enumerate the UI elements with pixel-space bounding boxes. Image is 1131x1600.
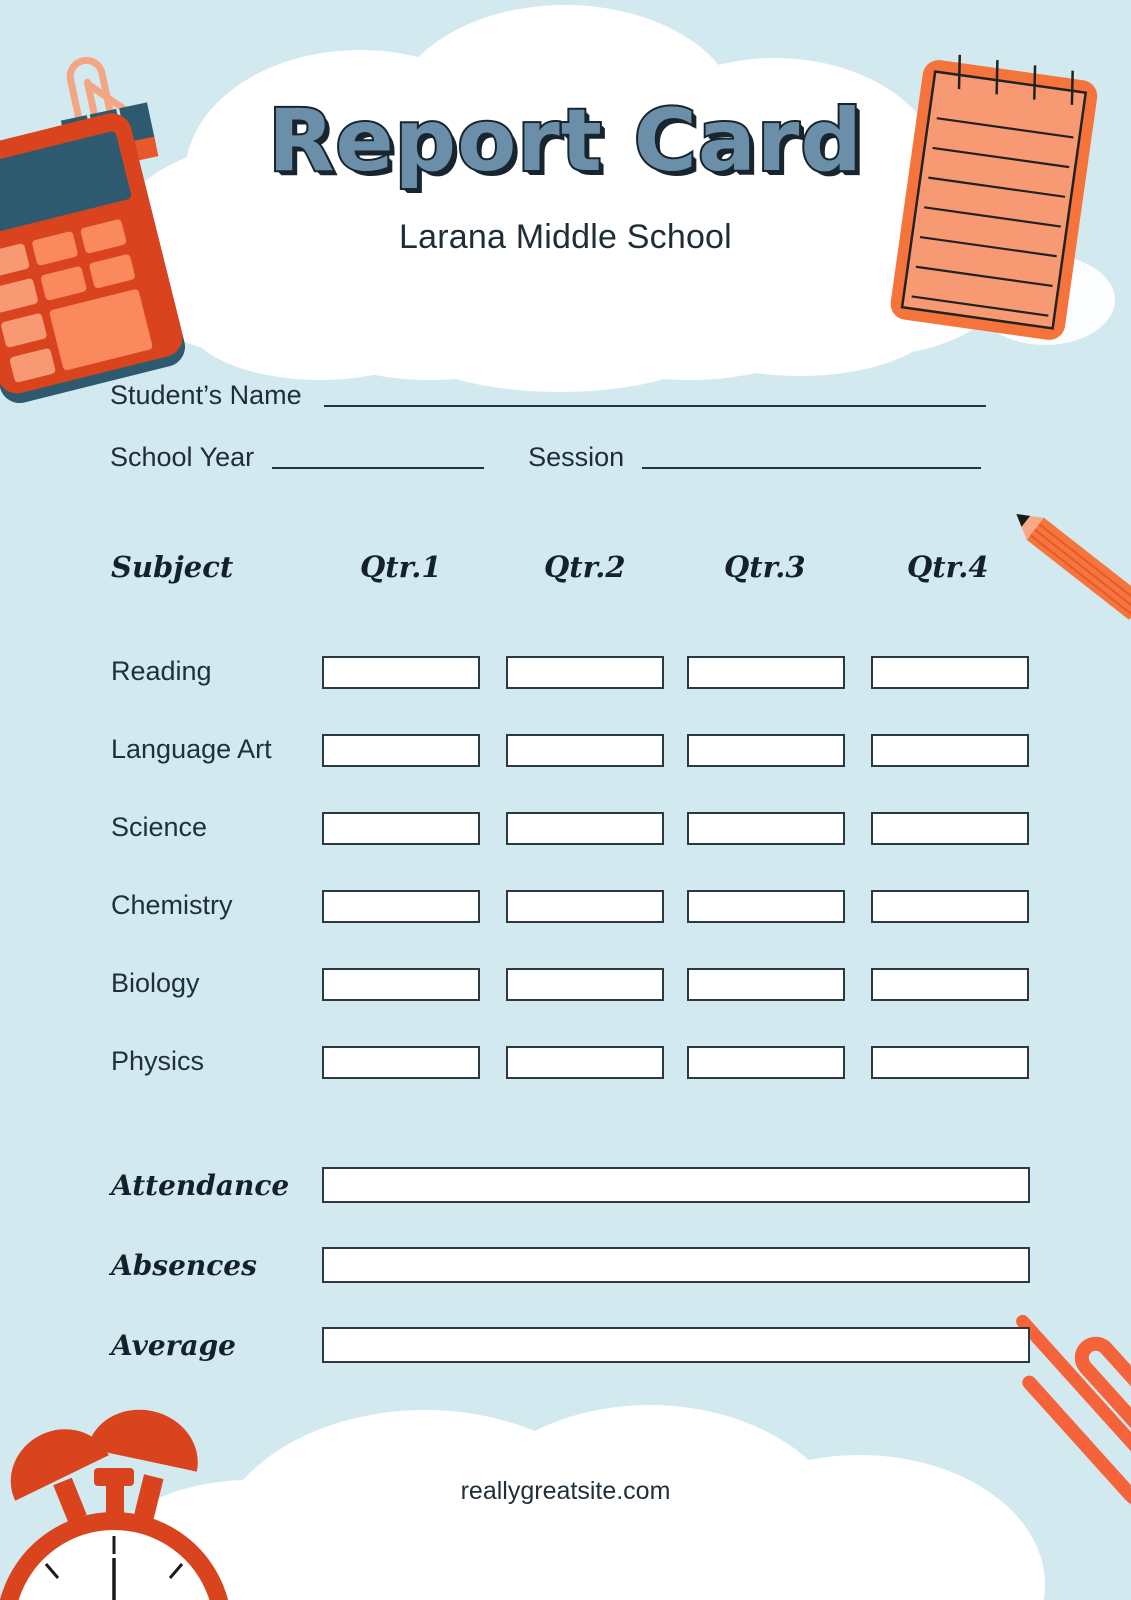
absences-label: Absences: [111, 1249, 257, 1282]
subject-label: Physics: [111, 1046, 205, 1076]
subject-label: Biology: [111, 968, 200, 998]
absences-input[interactable]: [322, 1247, 1030, 1283]
grade-input-physics-q4[interactable]: [871, 1046, 1029, 1079]
header-qtr-3: Qtr.3: [724, 550, 806, 584]
grade-input-reading-q3[interactable]: [687, 656, 845, 689]
grade-input-biology-q2[interactable]: [506, 968, 664, 1001]
grade-input-physics-q2[interactable]: [506, 1046, 664, 1079]
grade-input-biology-q1[interactable]: [322, 968, 480, 1001]
subject-label: Language Art: [111, 734, 272, 764]
grade-input-science-q3[interactable]: [687, 812, 845, 845]
grade-input-biology-q4[interactable]: [871, 968, 1029, 1001]
summary-section: [0, 1163, 1131, 1403]
header-qtr-4: Qtr.4: [907, 550, 989, 584]
subject-label: Reading: [111, 656, 212, 686]
footer-url: reallygreatsite.com: [460, 1477, 671, 1505]
grade-input-biology-q3[interactable]: [687, 968, 845, 1001]
subject-label: Science: [111, 812, 208, 842]
grade-input-science-q1[interactable]: [322, 812, 480, 845]
attendance-input[interactable]: [322, 1167, 1030, 1203]
table-row: [0, 806, 1131, 884]
grade-input-language-art-q4[interactable]: [871, 734, 1029, 767]
average-label: Average: [111, 1329, 236, 1362]
school-name: Larana Middle School: [399, 218, 732, 256]
grade-input-chemistry-q1[interactable]: [322, 890, 480, 923]
session-label: Session: [528, 442, 625, 472]
grade-input-language-art-q3[interactable]: [687, 734, 845, 767]
grade-input-chemistry-q3[interactable]: [687, 890, 845, 923]
grade-input-physics-q3[interactable]: [687, 1046, 845, 1079]
school-year-label: School Year: [110, 442, 255, 472]
session-input[interactable]: [642, 466, 981, 469]
average-input[interactable]: [322, 1327, 1030, 1363]
school-year-input[interactable]: [272, 466, 484, 469]
summary-row-average: [0, 1323, 1131, 1403]
grade-input-reading-q4[interactable]: [871, 656, 1029, 689]
student-name-label: Student’s Name: [110, 380, 302, 410]
grade-input-chemistry-q4[interactable]: [871, 890, 1029, 923]
subject-label: Chemistry: [111, 890, 233, 920]
table-row: [0, 728, 1131, 806]
attendance-label: Attendance: [111, 1169, 290, 1202]
student-name-row: [110, 380, 986, 411]
table-row: [0, 650, 1131, 728]
summary-row-attendance: [0, 1163, 1131, 1243]
grade-input-science-q2[interactable]: [506, 812, 664, 845]
summary-row-absences: [0, 1243, 1131, 1323]
grade-input-language-art-q2[interactable]: [506, 734, 664, 767]
table-row: [0, 1040, 1131, 1118]
table-row: [0, 884, 1131, 962]
grades-table-body: [0, 650, 1131, 1118]
student-name-input[interactable]: [324, 404, 986, 407]
grades-table-header: [0, 550, 1131, 592]
grade-input-chemistry-q2[interactable]: [506, 890, 664, 923]
report-title-text: Report Card: [268, 91, 863, 191]
grade-input-science-q4[interactable]: [871, 812, 1029, 845]
header-qtr-1: Qtr.1: [360, 550, 442, 584]
header-qtr-2: Qtr.2: [544, 550, 626, 584]
header-subject: Subject: [111, 550, 234, 584]
page-title: [0, 91, 1131, 191]
school-year-session-row: [110, 442, 981, 473]
grade-input-physics-q1[interactable]: [322, 1046, 480, 1079]
grade-input-reading-q2[interactable]: [506, 656, 664, 689]
table-row: [0, 962, 1131, 1040]
grade-input-language-art-q1[interactable]: [322, 734, 480, 767]
grade-input-reading-q1[interactable]: [322, 656, 480, 689]
